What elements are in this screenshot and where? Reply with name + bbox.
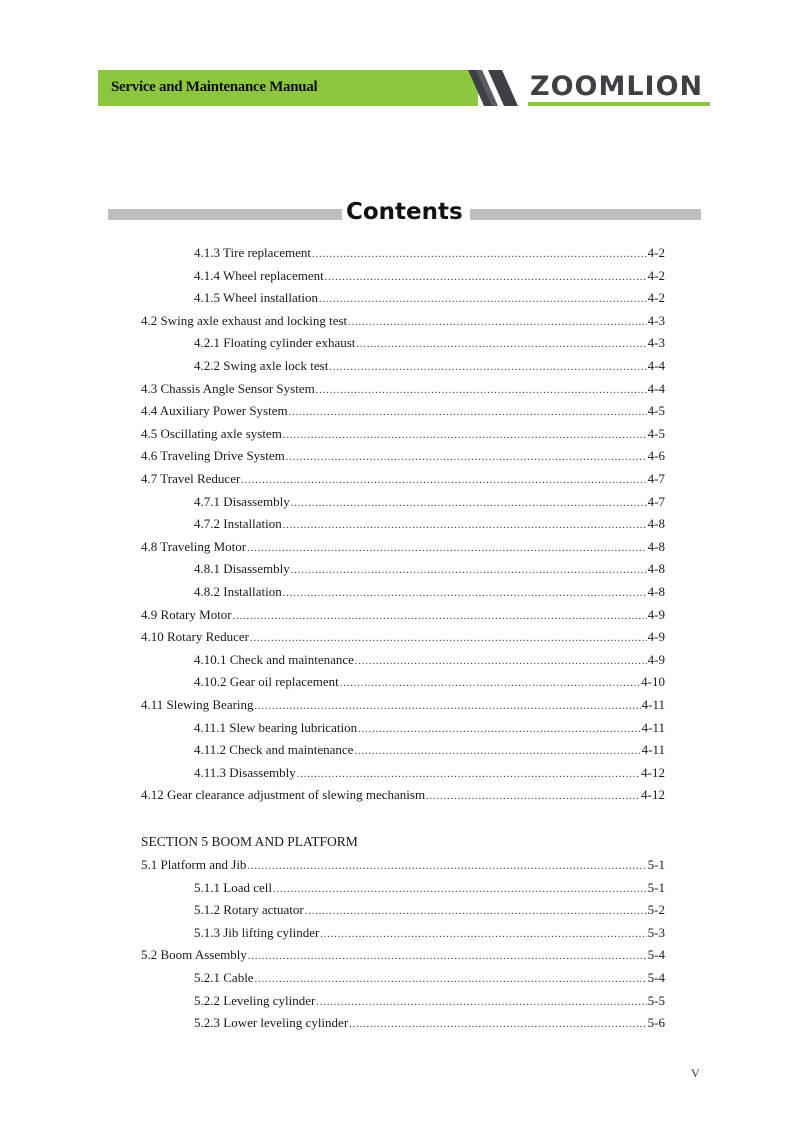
toc-entry-label: 5.2.2 Leveling cylinder (194, 992, 316, 1008)
toc-entry-label: 4.1.5 Wheel installation (194, 290, 318, 306)
toc-entry[interactable] (141, 857, 665, 875)
toc-entry-page: 5-4 (647, 970, 665, 985)
toc-entry-page: 4-11 (641, 742, 665, 758)
toc-leader-dots (247, 861, 646, 872)
toc-entry-label: 5.1 Platform and Jib (141, 857, 247, 872)
toc-entry[interactable] (194, 993, 665, 1011)
page-number: V (691, 1066, 700, 1080)
toc-entry-page: 4-4 (647, 358, 665, 373)
toc-entry-label: 4.10.1 Check and maintenance (194, 651, 354, 667)
toc-entry-label: 4.8.2 Installation (194, 584, 282, 599)
toc-entry-page: 5-4 (647, 947, 665, 963)
contents-rule-right (470, 209, 701, 220)
toc-entry[interactable] (194, 335, 665, 353)
toc-entry-page: 4-5 (647, 425, 665, 441)
toc-leader-dots (289, 407, 647, 418)
toc-leader-dots (316, 385, 647, 396)
toc-entry-page: 5-2 (647, 902, 665, 918)
manual-title: Service and Maintenance Manual (111, 79, 318, 95)
toc-entry-label: 4.11.2 Check and maintenance (194, 742, 354, 758)
toc-entry[interactable] (194, 1015, 665, 1033)
toc-entry-label: 4.8.1 Disassembly (194, 561, 290, 577)
toc-entry[interactable] (141, 539, 665, 557)
toc-entry[interactable] (194, 358, 665, 376)
toc-entry-label: 4.9 Rotary Motor (141, 606, 232, 622)
toc-entry-label: 4.12 Gear clearance adjustment of slewing mechanism (141, 787, 426, 803)
toc-entry[interactable] (194, 584, 665, 602)
toc-entry-label: 5.1.1 Load cell (194, 879, 272, 895)
toc-entry-page: 4-10 (641, 674, 665, 690)
toc-leader-dots (358, 724, 641, 735)
toc-leader-dots (291, 498, 647, 509)
toc-entry[interactable] (194, 674, 665, 692)
toc-entry[interactable] (194, 516, 665, 534)
toc-leader-dots (283, 430, 647, 441)
toc-entry-label: 4.11.3 Disassembly (194, 764, 296, 780)
toc-entry[interactable] (141, 313, 665, 331)
toc-entry[interactable] (194, 720, 665, 738)
toc-leader-dots (248, 951, 647, 962)
toc-leader-dots (291, 565, 647, 576)
toc-entry-label: 4.1.4 Wheel replacement (194, 267, 324, 283)
toc-leader-dots (305, 906, 647, 917)
toc-entry-label: 5.2.1 Cable (194, 970, 254, 985)
toc-entry-label: 4.7.1 Disassembly (194, 493, 290, 509)
toc-entry-page: 4-2 (647, 245, 665, 260)
toc-entry-page: 4-6 (647, 448, 665, 464)
toc-entry-label: 5.1.3 Jib lifting cylinder (194, 924, 320, 940)
toc-entry-label: 4.2.2 Swing axle lock test (194, 358, 329, 373)
toc-entry-page: 4-2 (647, 267, 665, 283)
toc-entry[interactable] (194, 245, 665, 263)
toc-entry[interactable] (194, 902, 665, 920)
toc-entry-page: 4-9 (647, 651, 665, 667)
toc-entry-label: 4.3 Chassis Angle Sensor System (141, 380, 315, 396)
toc-entry-page: 4-7 (647, 471, 665, 486)
toc-entry-page: 4-9 (647, 629, 665, 645)
toc-leader-dots (340, 678, 640, 689)
toc-leader-dots (255, 701, 641, 712)
logo-underline (528, 102, 710, 106)
toc-leader-dots (297, 769, 640, 780)
toc-leader-dots (329, 362, 646, 373)
toc-leader-dots (255, 974, 647, 985)
toc-entry-label: 4.8 Traveling Motor (141, 538, 247, 554)
toc-entry-label: 4.11.1 Slew bearing lubrication (194, 719, 358, 735)
toc-entry-label: 4.6 Traveling Drive System (141, 448, 285, 464)
toc-leader-dots (312, 249, 647, 260)
toc-entry-label: 5.2.3 Lower leveling cylinder (194, 1015, 349, 1031)
toc-entry[interactable] (194, 880, 665, 898)
toc-entry[interactable] (194, 268, 665, 286)
toc-leader-dots (349, 1019, 647, 1030)
toc-entry[interactable] (141, 448, 665, 466)
toc-entry-label: 5.2 Boom Assembly (141, 947, 247, 963)
toc-entry[interactable] (194, 970, 665, 988)
toc-entry[interactable] (194, 765, 665, 783)
toc-entry[interactable] (194, 925, 665, 943)
toc-leader-dots (319, 294, 647, 305)
toc-leader-dots (283, 520, 647, 531)
toc-entry[interactable] (141, 697, 665, 715)
toc-entry[interactable] (141, 381, 665, 399)
toc-leader-dots (348, 317, 646, 328)
toc-entry[interactable] (141, 607, 665, 625)
contents-rule-left (108, 209, 342, 220)
toc-entry-page: 4-8 (647, 561, 665, 577)
toc-entry-page: 4-8 (647, 584, 665, 599)
toc-leader-dots (354, 746, 640, 757)
toc-entry-page: 4-2 (647, 290, 665, 306)
toc-entry[interactable] (194, 290, 665, 308)
toc-entry-label: 4.7.2 Installation (194, 516, 282, 532)
toc-entry[interactable] (194, 561, 665, 579)
toc-entry-page: 4-3 (647, 312, 665, 328)
toc-entry-label: 4.2.1 Floating cylinder exhaust (194, 335, 356, 351)
toc-entry-label: 4.10.2 Gear oil replacement (194, 674, 339, 690)
toc-entry[interactable] (194, 494, 665, 512)
toc-leader-dots (320, 929, 646, 940)
toc-entry[interactable] (194, 652, 665, 670)
toc-entry-page: 5-5 (647, 992, 665, 1008)
toc-entry[interactable] (141, 629, 665, 647)
toc-entry-page: 4-12 (641, 764, 665, 780)
toc-leader-dots (247, 543, 647, 554)
toc-entry-page: 5-1 (647, 857, 665, 872)
toc-leader-dots (426, 791, 640, 802)
toc-entry[interactable] (141, 471, 665, 489)
toc-entry-label: 4.11 Slewing Bearing (141, 697, 254, 712)
toc-entry-page: 4-11 (641, 719, 665, 735)
toc-entry-page: 4-8 (647, 516, 665, 532)
toc-entry[interactable] (141, 787, 665, 805)
section-5-heading: SECTION 5 BOOM AND PLATFORM (141, 834, 358, 849)
toc-leader-dots (325, 272, 647, 283)
toc-leader-dots (250, 633, 647, 644)
zoomlion-logo-text: ZOOMLION (530, 71, 704, 102)
toc-entry-page: 5-1 (647, 879, 665, 895)
toc-leader-dots (316, 997, 646, 1008)
toc-leader-dots (233, 611, 647, 622)
toc-leader-dots (283, 588, 647, 599)
toc-leader-dots (286, 452, 647, 463)
toc-entry-page: 4-5 (647, 403, 665, 419)
toc-entry-page: 4-11 (641, 697, 665, 712)
toc-entry[interactable] (194, 742, 665, 760)
toc-entry-label: 4.7 Travel Reducer (141, 471, 241, 486)
toc-leader-dots (356, 339, 646, 350)
toc-entry[interactable] (141, 403, 665, 421)
toc-entry-page: 4-8 (647, 538, 665, 554)
zoomlion-logo-mark-icon (468, 70, 528, 106)
toc-entry-page: 4-7 (647, 493, 665, 509)
toc-entry-page: 4-12 (641, 787, 665, 803)
toc-entry-label: 4.5 Oscillating axle system (141, 425, 282, 441)
page-header (98, 70, 710, 106)
toc-entry-page: 4-9 (647, 606, 665, 622)
toc-entry-label: 4.10 Rotary Reducer (141, 629, 249, 645)
toc-entry-page: 5-3 (647, 924, 665, 940)
toc-leader-dots (355, 656, 647, 667)
toc-entry-label: 4.4 Auxiliary Power System (141, 403, 288, 419)
toc-leader-dots (241, 475, 646, 486)
toc-entry-page: 4-4 (647, 380, 665, 396)
toc-entry-label: 4.1.3 Tire replacement (194, 245, 311, 260)
toc-entry-label: 5.1.2 Rotary actuator (194, 902, 304, 918)
toc-entry-label: 4.2 Swing axle exhaust and locking test (141, 312, 348, 328)
toc-entry[interactable] (141, 947, 665, 965)
toc-leader-dots (273, 884, 647, 895)
toc-entry[interactable] (141, 426, 665, 444)
toc-entry-page: 4-3 (647, 335, 665, 351)
contents-title: Contents (346, 199, 463, 225)
toc-entry-page: 5-6 (647, 1015, 665, 1031)
contents-heading-row (108, 198, 701, 228)
